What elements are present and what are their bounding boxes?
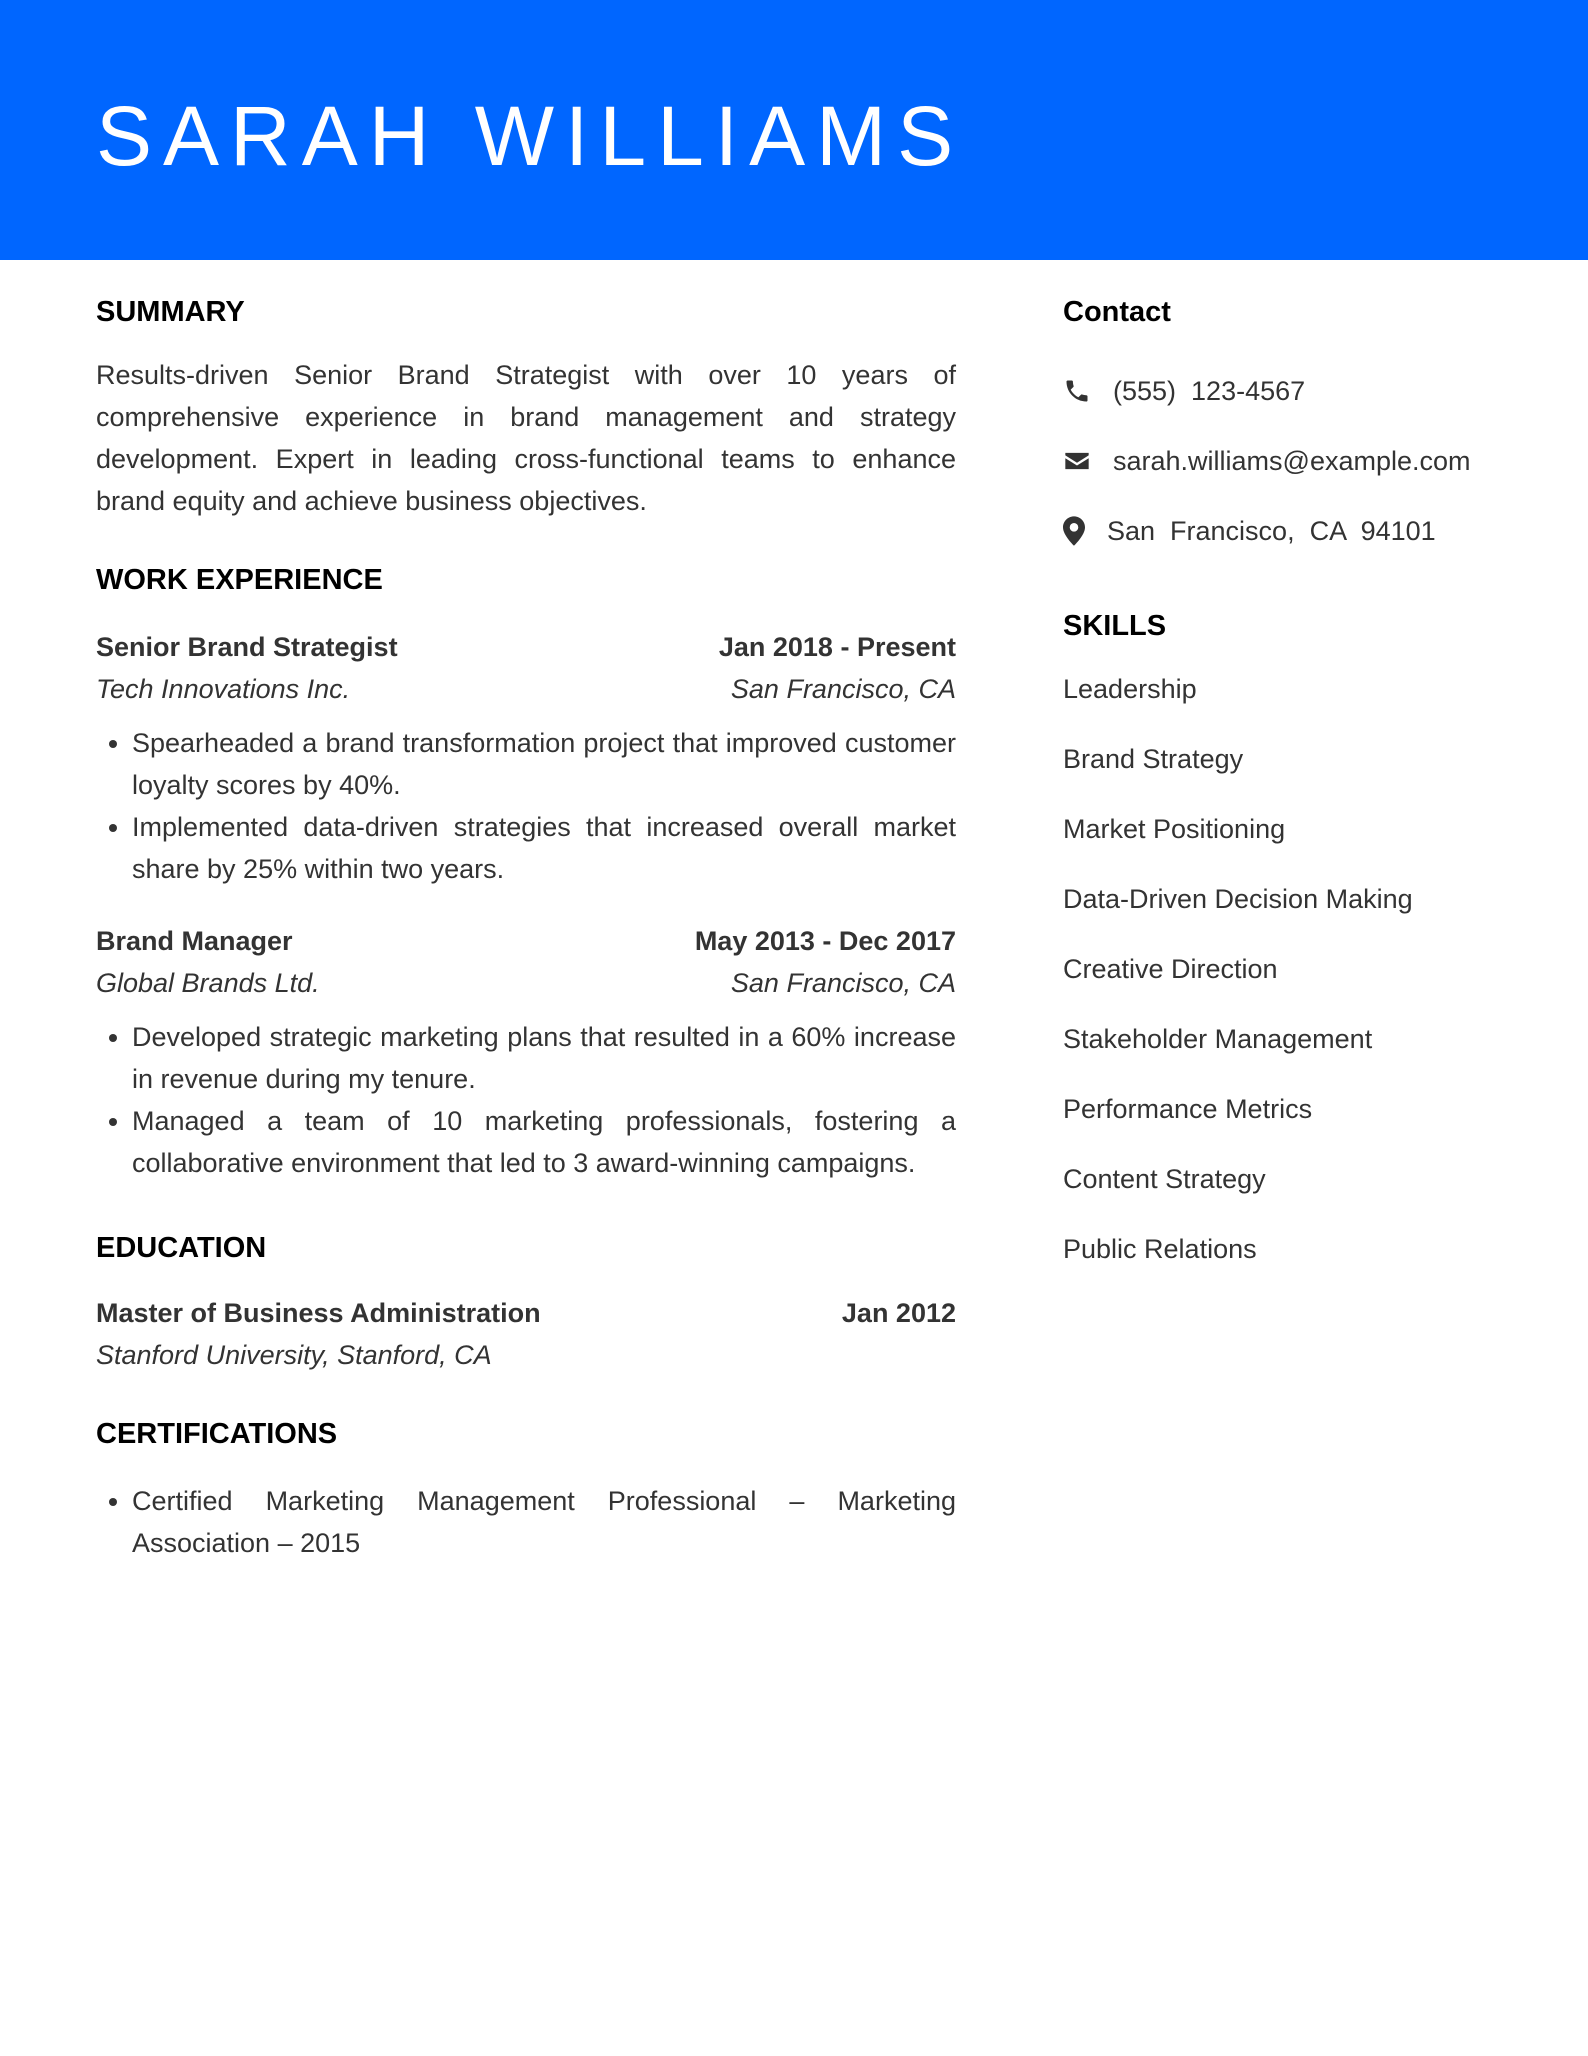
contact-location xyxy=(1063,510,1523,552)
header-banner xyxy=(0,0,1588,260)
job-bullets xyxy=(96,1016,956,1184)
contact-email xyxy=(1063,440,1523,482)
job-location: San Francisco, CA xyxy=(730,674,956,704)
job-role: Brand Manager xyxy=(96,926,293,956)
education-date: Jan 2012 xyxy=(841,1298,956,1328)
skill-item: Public Relations xyxy=(1063,1234,1257,1264)
envelope-icon xyxy=(1063,440,1113,482)
job-company: Global Brands Ltd. xyxy=(96,968,320,998)
phone-number[interactable]: (555) 123-4567 xyxy=(1113,375,1306,406)
location-text: San Francisco, CA 94101 xyxy=(1107,515,1436,546)
contact-list xyxy=(1063,370,1523,552)
certification-item: • Certified Marketing Management Professional – Marketing Association – 2015 xyxy=(132,1480,956,1564)
school: Stanford University, Stanford, CA xyxy=(96,1340,492,1370)
skill-item: Creative Direction xyxy=(1063,954,1278,984)
job-dates: Jan 2018 - Present xyxy=(718,632,956,662)
certifications-title: CERTIFICATIONS xyxy=(96,1418,338,1450)
job-location: San Francisco, CA xyxy=(730,968,956,998)
skill-item: Leadership xyxy=(1063,674,1197,704)
candidate-name: SARAH WILLIAMS xyxy=(96,89,965,183)
education-entry xyxy=(96,1292,956,1376)
main-column xyxy=(96,292,956,1564)
summary-text: Results-driven Senior Brand Strategist with over 10 years of comprehensive experience in brand management and strategy development. Expert in leading cross-functional teams to enhance brand equity and achieve business objectives. xyxy=(96,360,956,516)
job-role: Senior Brand Strategist xyxy=(96,632,398,662)
job-company: Tech Innovations Inc. xyxy=(96,674,351,704)
certifications-list xyxy=(96,1480,956,1564)
job-entry xyxy=(96,920,956,1184)
skill-item: Brand Strategy xyxy=(1063,744,1244,774)
skill-item: Performance Metrics xyxy=(1063,1094,1313,1124)
job-bullets xyxy=(96,722,956,890)
contact-title: Contact xyxy=(1063,296,1171,328)
job-bullet: • Developed strategic marketing plans that resulted in a 60% increase in revenue during my tenure. xyxy=(132,1016,956,1100)
work-experience-title: WORK EXPERIENCE xyxy=(96,564,383,596)
job-bullet: • Managed a team of 10 marketing professionals, fostering a collaborative environment that led to 3 award-winning campaigns. xyxy=(132,1100,956,1184)
job-bullet: • Spearheaded a brand transformation project that improved customer loyalty scores by 40%. xyxy=(132,722,956,806)
job-dates: May 2013 - Dec 2017 xyxy=(694,926,956,956)
map-pin-icon xyxy=(1063,510,1107,552)
degree: Master of Business Administration xyxy=(96,1298,541,1328)
skills-title: SKILLS xyxy=(1063,610,1167,642)
skills-list xyxy=(1063,668,1523,1270)
job-bullet: • Implemented data-driven strategies that increased overall market share by 25% within two years. xyxy=(132,806,956,890)
skill-item: Stakeholder Management xyxy=(1063,1024,1373,1054)
phone-icon xyxy=(1063,370,1113,412)
skill-item: Market Positioning xyxy=(1063,814,1286,844)
skill-item: Content Strategy xyxy=(1063,1164,1266,1194)
sidebar-column xyxy=(1063,292,1523,1298)
summary-title: SUMMARY xyxy=(96,296,245,328)
education-title: EDUCATION xyxy=(96,1232,267,1264)
email-address[interactable]: sarah.williams@example.com xyxy=(1113,445,1471,476)
contact-phone xyxy=(1063,370,1523,412)
skill-item: Data-Driven Decision Making xyxy=(1063,884,1413,914)
job-entry xyxy=(96,626,956,890)
